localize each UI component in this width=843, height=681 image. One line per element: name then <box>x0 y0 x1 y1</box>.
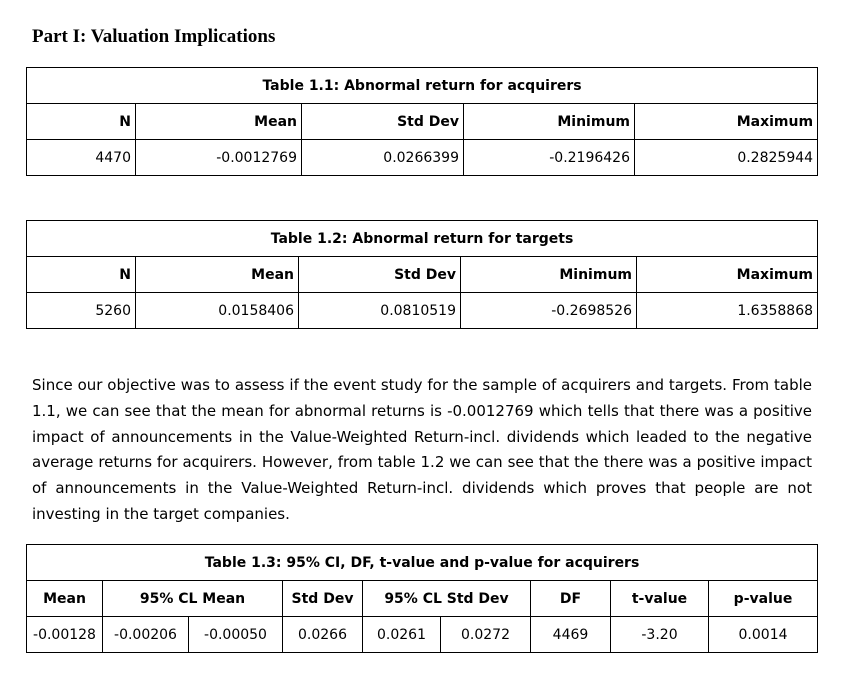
table-caption: Table 1.1: Abnormal return for acquirers <box>27 68 818 104</box>
cell-cl-std-dev-upper: 0.0272 <box>441 617 531 653</box>
header-df: DF <box>531 581 611 617</box>
header-mean: Mean <box>136 257 299 293</box>
cell-maximum: 1.6358868 <box>637 293 818 329</box>
analysis-paragraph: Since our objective was to assess if the event study for the sample of acquirers and targets. From table 1.1, we can see that the mean for abnormal returns is -0.0012769 which tells that there was a positive impact of announcements in the Value-Weighted Return-incl. dividends which leaded to the negative average returns for acquirers. However, from table 1.2 we can see that the there was a positive impact of announcements in the Value-Weighted Return-incl. dividends which proves that people are not investing in the target companies. <box>32 376 812 523</box>
cell-n: 5260 <box>27 293 136 329</box>
header-cl-mean: 95% CL Mean <box>103 581 283 617</box>
cell-std-dev: 0.0810519 <box>299 293 461 329</box>
cell-mean: 0.0158406 <box>136 293 299 329</box>
header-t-value: t-value <box>611 581 709 617</box>
header-cl-std-dev: 95% CL Std Dev <box>363 581 531 617</box>
table-acquirers-abnormal-return <box>26 67 818 176</box>
cell-cl-std-dev-lower: 0.0261 <box>363 617 441 653</box>
cell-t-value: -3.20 <box>611 617 709 653</box>
cell-cl-mean-lower: -0.00206 <box>103 617 189 653</box>
table-row <box>27 617 818 653</box>
cell-df: 4469 <box>531 617 611 653</box>
cell-mean: -0.0012769 <box>136 140 302 176</box>
cell-n: 4470 <box>27 140 136 176</box>
header-mean: Mean <box>27 581 103 617</box>
header-mean: Mean <box>136 104 302 140</box>
table-caption: Table 1.3: 95% CI, DF, t-value and p-value for acquirers <box>27 545 818 581</box>
header-minimum: Minimum <box>464 104 635 140</box>
table-row <box>27 293 818 329</box>
header-minimum: Minimum <box>461 257 637 293</box>
header-maximum: Maximum <box>635 104 818 140</box>
table-caption-row <box>27 545 818 581</box>
cell-minimum: -0.2196426 <box>464 140 635 176</box>
table-caption: Table 1.2: Abnormal return for targets <box>27 221 818 257</box>
header-n: N <box>27 104 136 140</box>
table-header-row <box>27 581 818 617</box>
cell-cl-mean-upper: -0.00050 <box>189 617 283 653</box>
cell-mean: -0.00128 <box>27 617 103 653</box>
cell-p-value: 0.0014 <box>709 617 818 653</box>
table-header-row <box>27 104 818 140</box>
header-n: N <box>27 257 136 293</box>
header-maximum: Maximum <box>637 257 818 293</box>
cell-maximum: 0.2825944 <box>635 140 818 176</box>
header-std-dev: Std Dev <box>299 257 461 293</box>
cell-std-dev: 0.0266399 <box>302 140 464 176</box>
cell-std-dev: 0.0266 <box>283 617 363 653</box>
header-p-value: p-value <box>709 581 818 617</box>
table-row <box>27 140 818 176</box>
header-std-dev: Std Dev <box>302 104 464 140</box>
section-heading: Part I: Valuation Implications <box>32 26 276 47</box>
header-std-dev: Std Dev <box>283 581 363 617</box>
table-acquirers-confidence-interval <box>26 544 818 653</box>
table-caption-row <box>27 68 818 104</box>
table-targets-abnormal-return <box>26 220 818 329</box>
cell-minimum: -0.2698526 <box>461 293 637 329</box>
table-header-row <box>27 257 818 293</box>
table-caption-row <box>27 221 818 257</box>
